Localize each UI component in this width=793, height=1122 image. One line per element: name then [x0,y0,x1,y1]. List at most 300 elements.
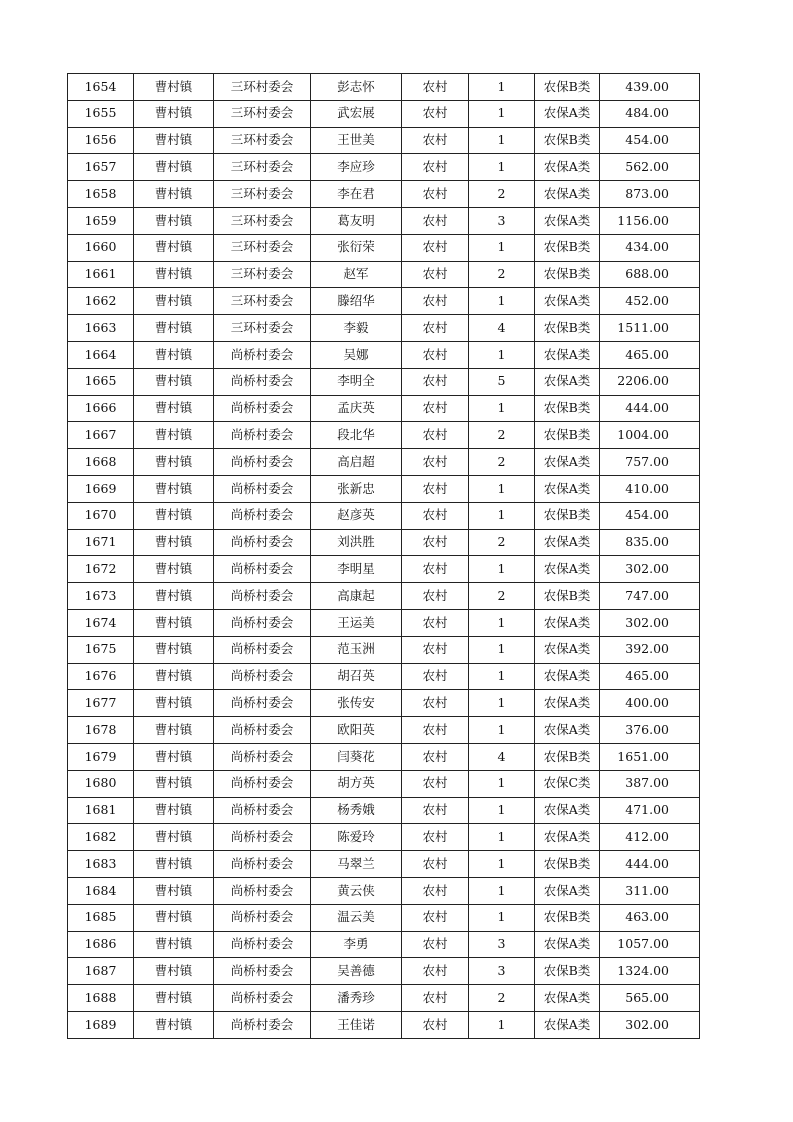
cell-type: 农村 [402,422,469,449]
cell-town: 曹村镇 [134,288,214,315]
cell-town: 曹村镇 [134,127,214,154]
cell-village: 尚桥村委会 [214,395,311,422]
cell-town: 曹村镇 [134,985,214,1012]
cell-category: 农保B类 [535,315,600,342]
cell-amount: 439.00 [600,74,700,101]
table-row [68,288,700,315]
table-row [68,181,700,208]
cell-seq: 1675 [68,636,134,663]
cell-town: 曹村镇 [134,422,214,449]
cell-seq: 1689 [68,1011,134,1038]
cell-type: 农村 [402,395,469,422]
cell-type: 农村 [402,797,469,824]
cell-village: 尚桥村委会 [214,717,311,744]
cell-type: 农村 [402,583,469,610]
cell-category: 农保A类 [535,663,600,690]
cell-town: 曹村镇 [134,958,214,985]
cell-town: 曹村镇 [134,475,214,502]
cell-town: 曹村镇 [134,690,214,717]
cell-count: 2 [469,583,535,610]
table-row [68,234,700,261]
cell-amount: 400.00 [600,690,700,717]
table-row [68,717,700,744]
cell-category: 农保A类 [535,985,600,1012]
cell-village: 三环村委会 [214,100,311,127]
cell-village: 尚桥村委会 [214,341,311,368]
cell-category: 农保B类 [535,583,600,610]
cell-type: 农村 [402,877,469,904]
cell-category: 农保A类 [535,931,600,958]
cell-category: 农保A类 [535,1011,600,1038]
cell-town: 曹村镇 [134,341,214,368]
cell-seq: 1667 [68,422,134,449]
cell-name: 李毅 [311,315,402,342]
table-row [68,74,700,101]
cell-name: 马翠兰 [311,851,402,878]
cell-type: 农村 [402,824,469,851]
cell-town: 曹村镇 [134,100,214,127]
cell-amount: 1651.00 [600,743,700,770]
cell-town: 曹村镇 [134,529,214,556]
cell-name: 李明全 [311,368,402,395]
roster-table [67,73,700,1039]
cell-category: 农保A类 [535,449,600,476]
cell-village: 尚桥村委会 [214,368,311,395]
table-row [68,395,700,422]
cell-count: 1 [469,502,535,529]
cell-name: 吴娜 [311,341,402,368]
cell-type: 农村 [402,529,469,556]
cell-seq: 1679 [68,743,134,770]
cell-type: 农村 [402,609,469,636]
cell-seq: 1662 [68,288,134,315]
cell-name: 刘洪胜 [311,529,402,556]
cell-name: 杨秀娥 [311,797,402,824]
cell-count: 1 [469,475,535,502]
cell-count: 2 [469,181,535,208]
table-row [68,449,700,476]
cell-type: 农村 [402,904,469,931]
cell-amount: 484.00 [600,100,700,127]
table-row [68,529,700,556]
cell-village: 三环村委会 [214,234,311,261]
cell-town: 曹村镇 [134,234,214,261]
cell-village: 尚桥村委会 [214,743,311,770]
cell-category: 农保A类 [535,100,600,127]
cell-amount: 688.00 [600,261,700,288]
cell-town: 曹村镇 [134,502,214,529]
cell-amount: 454.00 [600,127,700,154]
cell-amount: 454.00 [600,502,700,529]
cell-amount: 1004.00 [600,422,700,449]
cell-type: 农村 [402,636,469,663]
table-row [68,636,700,663]
table-row [68,502,700,529]
cell-seq: 1682 [68,824,134,851]
cell-count: 1 [469,717,535,744]
cell-category: 农保A类 [535,475,600,502]
cell-seq: 1673 [68,583,134,610]
table-row [68,154,700,181]
cell-village: 尚桥村委会 [214,449,311,476]
cell-category: 农保A类 [535,341,600,368]
cell-amount: 565.00 [600,985,700,1012]
cell-town: 曹村镇 [134,449,214,476]
cell-type: 农村 [402,449,469,476]
cell-village: 三环村委会 [214,261,311,288]
table-row [68,609,700,636]
cell-name: 欧阳英 [311,717,402,744]
cell-type: 农村 [402,181,469,208]
cell-category: 农保A类 [535,797,600,824]
cell-seq: 1683 [68,851,134,878]
cell-town: 曹村镇 [134,904,214,931]
cell-name: 葛友明 [311,207,402,234]
cell-amount: 452.00 [600,288,700,315]
cell-name: 张衍荣 [311,234,402,261]
cell-count: 1 [469,663,535,690]
table-body [68,74,700,1039]
cell-name: 王佳诺 [311,1011,402,1038]
cell-seq: 1678 [68,717,134,744]
cell-town: 曹村镇 [134,609,214,636]
cell-type: 农村 [402,288,469,315]
cell-name: 范玉洲 [311,636,402,663]
cell-category: 农保B类 [535,395,600,422]
cell-type: 农村 [402,154,469,181]
cell-category: 农保A类 [535,636,600,663]
cell-seq: 1658 [68,181,134,208]
cell-town: 曹村镇 [134,181,214,208]
cell-count: 4 [469,743,535,770]
cell-name: 张传安 [311,690,402,717]
cell-seq: 1660 [68,234,134,261]
cell-village: 三环村委会 [214,127,311,154]
table-row [68,100,700,127]
cell-name: 李明星 [311,556,402,583]
cell-village: 三环村委会 [214,315,311,342]
cell-type: 农村 [402,475,469,502]
cell-village: 尚桥村委会 [214,422,311,449]
cell-count: 1 [469,341,535,368]
cell-count: 3 [469,958,535,985]
cell-type: 农村 [402,851,469,878]
cell-name: 孟庆英 [311,395,402,422]
cell-amount: 757.00 [600,449,700,476]
cell-town: 曹村镇 [134,636,214,663]
table-row [68,1011,700,1038]
cell-name: 段北华 [311,422,402,449]
cell-category: 农保A类 [535,368,600,395]
cell-amount: 873.00 [600,181,700,208]
cell-name: 温云美 [311,904,402,931]
cell-amount: 835.00 [600,529,700,556]
cell-count: 3 [469,207,535,234]
cell-name: 闫葵花 [311,743,402,770]
cell-category: 农保B类 [535,851,600,878]
cell-category: 农保A类 [535,288,600,315]
cell-category: 农保B类 [535,234,600,261]
cell-seq: 1656 [68,127,134,154]
cell-type: 农村 [402,931,469,958]
cell-type: 农村 [402,234,469,261]
cell-count: 1 [469,797,535,824]
cell-name: 黄云侠 [311,877,402,904]
cell-category: 农保B类 [535,904,600,931]
cell-village: 尚桥村委会 [214,958,311,985]
cell-count: 1 [469,636,535,663]
cell-seq: 1672 [68,556,134,583]
cell-amount: 747.00 [600,583,700,610]
cell-count: 1 [469,127,535,154]
cell-category: 农保A类 [535,556,600,583]
cell-village: 三环村委会 [214,74,311,101]
table-row [68,583,700,610]
cell-count: 1 [469,690,535,717]
table-row [68,127,700,154]
table-row [68,797,700,824]
cell-name: 吴善德 [311,958,402,985]
cell-seq: 1680 [68,770,134,797]
table-row [68,422,700,449]
cell-category: 农保B类 [535,74,600,101]
cell-seq: 1685 [68,904,134,931]
cell-name: 王世美 [311,127,402,154]
cell-seq: 1686 [68,931,134,958]
cell-village: 尚桥村委会 [214,1011,311,1038]
cell-amount: 434.00 [600,234,700,261]
cell-village: 尚桥村委会 [214,851,311,878]
cell-category: 农保A类 [535,609,600,636]
cell-amount: 1057.00 [600,931,700,958]
cell-town: 曹村镇 [134,368,214,395]
cell-town: 曹村镇 [134,556,214,583]
cell-category: 农保A类 [535,207,600,234]
cell-name: 潘秀珍 [311,985,402,1012]
cell-name: 李在君 [311,181,402,208]
cell-amount: 1511.00 [600,315,700,342]
cell-amount: 311.00 [600,877,700,904]
cell-count: 1 [469,770,535,797]
cell-seq: 1659 [68,207,134,234]
cell-name: 李应珍 [311,154,402,181]
cell-town: 曹村镇 [134,663,214,690]
cell-count: 1 [469,234,535,261]
cell-town: 曹村镇 [134,395,214,422]
table-row [68,207,700,234]
cell-amount: 387.00 [600,770,700,797]
cell-category: 农保A类 [535,181,600,208]
cell-type: 农村 [402,315,469,342]
cell-amount: 376.00 [600,717,700,744]
cell-town: 曹村镇 [134,743,214,770]
cell-count: 5 [469,368,535,395]
cell-seq: 1676 [68,663,134,690]
cell-seq: 1684 [68,877,134,904]
cell-amount: 1156.00 [600,207,700,234]
cell-seq: 1681 [68,797,134,824]
cell-category: 农保B类 [535,743,600,770]
cell-name: 赵军 [311,261,402,288]
cell-name: 高康起 [311,583,402,610]
cell-name: 彭志怀 [311,74,402,101]
cell-amount: 463.00 [600,904,700,931]
cell-amount: 412.00 [600,824,700,851]
cell-count: 1 [469,609,535,636]
cell-village: 尚桥村委会 [214,556,311,583]
cell-village: 尚桥村委会 [214,904,311,931]
cell-seq: 1665 [68,368,134,395]
cell-seq: 1663 [68,315,134,342]
cell-amount: 444.00 [600,395,700,422]
cell-type: 农村 [402,663,469,690]
table-row [68,315,700,342]
cell-count: 1 [469,904,535,931]
cell-village: 三环村委会 [214,288,311,315]
cell-type: 农村 [402,368,469,395]
cell-seq: 1668 [68,449,134,476]
cell-count: 1 [469,1011,535,1038]
cell-name: 武宏展 [311,100,402,127]
cell-town: 曹村镇 [134,851,214,878]
cell-village: 尚桥村委会 [214,529,311,556]
cell-type: 农村 [402,556,469,583]
cell-name: 赵彦英 [311,502,402,529]
cell-name: 李勇 [311,931,402,958]
cell-amount: 302.00 [600,556,700,583]
cell-type: 农村 [402,261,469,288]
cell-count: 2 [469,449,535,476]
cell-category: 农保B类 [535,422,600,449]
cell-seq: 1677 [68,690,134,717]
cell-village: 尚桥村委会 [214,502,311,529]
cell-category: 农保A类 [535,529,600,556]
cell-name: 陈爱玲 [311,824,402,851]
cell-seq: 1674 [68,609,134,636]
cell-town: 曹村镇 [134,583,214,610]
cell-type: 农村 [402,1011,469,1038]
cell-town: 曹村镇 [134,877,214,904]
cell-amount: 302.00 [600,1011,700,1038]
cell-amount: 392.00 [600,636,700,663]
cell-town: 曹村镇 [134,717,214,744]
cell-count: 2 [469,985,535,1012]
cell-type: 农村 [402,127,469,154]
cell-category: 农保A类 [535,717,600,744]
cell-count: 1 [469,100,535,127]
cell-amount: 465.00 [600,663,700,690]
table-row [68,341,700,368]
cell-seq: 1687 [68,958,134,985]
cell-village: 尚桥村委会 [214,877,311,904]
cell-type: 农村 [402,502,469,529]
cell-count: 1 [469,154,535,181]
cell-town: 曹村镇 [134,770,214,797]
cell-town: 曹村镇 [134,1011,214,1038]
cell-town: 曹村镇 [134,154,214,181]
cell-count: 2 [469,422,535,449]
cell-count: 2 [469,261,535,288]
table-row [68,851,700,878]
cell-village: 三环村委会 [214,207,311,234]
cell-name: 王运美 [311,609,402,636]
cell-seq: 1669 [68,475,134,502]
cell-town: 曹村镇 [134,315,214,342]
cell-type: 农村 [402,207,469,234]
cell-count: 1 [469,74,535,101]
cell-type: 农村 [402,770,469,797]
cell-type: 农村 [402,717,469,744]
table-row [68,261,700,288]
cell-category: 农保B类 [535,261,600,288]
cell-seq: 1671 [68,529,134,556]
cell-type: 农村 [402,690,469,717]
cell-category: 农保A类 [535,690,600,717]
cell-seq: 1657 [68,154,134,181]
cell-seq: 1661 [68,261,134,288]
cell-category: 农保B类 [535,958,600,985]
cell-category: 农保A类 [535,154,600,181]
cell-village: 尚桥村委会 [214,824,311,851]
cell-name: 滕绍华 [311,288,402,315]
cell-village: 尚桥村委会 [214,609,311,636]
cell-category: 农保A类 [535,877,600,904]
cell-category: 农保B类 [535,502,600,529]
cell-name: 胡方英 [311,770,402,797]
table-row [68,663,700,690]
cell-type: 农村 [402,985,469,1012]
cell-seq: 1670 [68,502,134,529]
cell-amount: 410.00 [600,475,700,502]
table-row [68,877,700,904]
cell-seq: 1688 [68,985,134,1012]
cell-type: 农村 [402,743,469,770]
table-row [68,931,700,958]
cell-category: 农保A类 [535,824,600,851]
cell-type: 农村 [402,100,469,127]
cell-type: 农村 [402,958,469,985]
table-row [68,556,700,583]
cell-count: 1 [469,824,535,851]
table-row [68,475,700,502]
cell-type: 农村 [402,341,469,368]
cell-count: 1 [469,877,535,904]
cell-village: 尚桥村委会 [214,931,311,958]
cell-count: 1 [469,851,535,878]
cell-amount: 562.00 [600,154,700,181]
cell-village: 尚桥村委会 [214,583,311,610]
cell-category: 农保B类 [535,127,600,154]
cell-village: 尚桥村委会 [214,985,311,1012]
cell-name: 张新忠 [311,475,402,502]
cell-seq: 1664 [68,341,134,368]
cell-seq: 1666 [68,395,134,422]
cell-count: 4 [469,315,535,342]
cell-amount: 444.00 [600,851,700,878]
cell-seq: 1654 [68,74,134,101]
cell-count: 1 [469,556,535,583]
cell-town: 曹村镇 [134,931,214,958]
table-row [68,985,700,1012]
cell-name: 高启超 [311,449,402,476]
cell-category: 农保C类 [535,770,600,797]
cell-town: 曹村镇 [134,261,214,288]
cell-village: 尚桥村委会 [214,475,311,502]
cell-count: 3 [469,931,535,958]
table-row [68,743,700,770]
cell-amount: 2206.00 [600,368,700,395]
cell-town: 曹村镇 [134,207,214,234]
